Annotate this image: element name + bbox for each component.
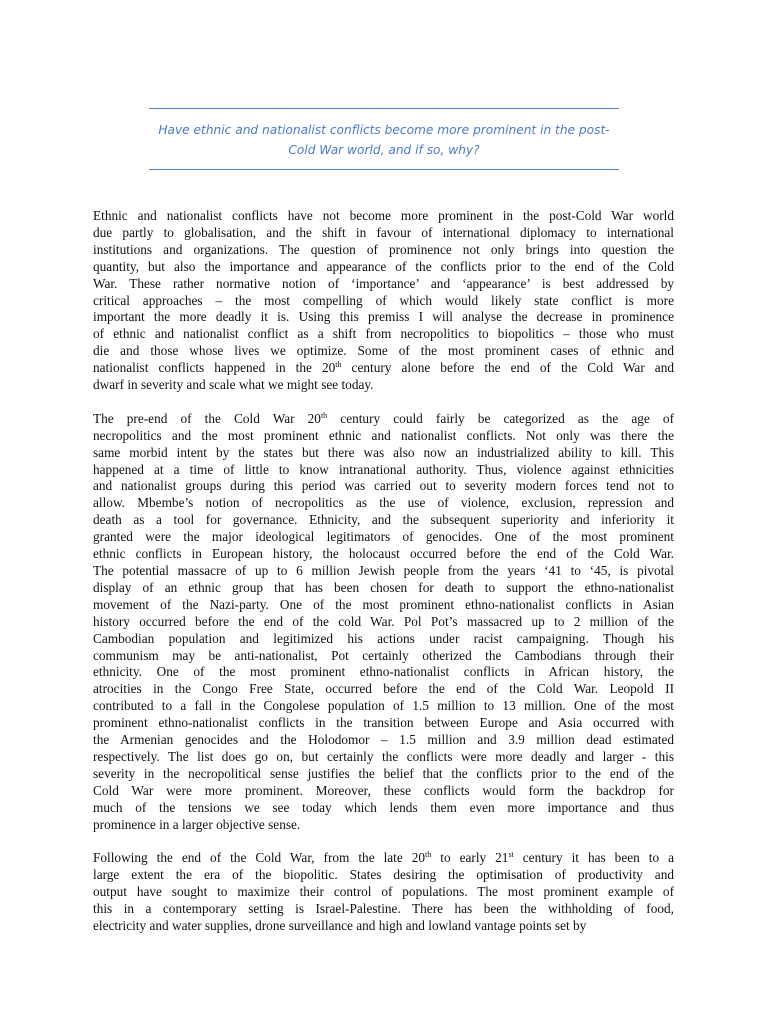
text-run: century could fairly be categorized as the age of bbox=[327, 410, 674, 426]
text-line bbox=[93, 529, 674, 546]
text-line bbox=[93, 242, 674, 259]
text-run: die and those whose lives we optimize. Some of the most prominent cases of ethnic and bbox=[93, 343, 674, 359]
superscript: th bbox=[335, 360, 342, 370]
text-line bbox=[93, 343, 674, 360]
paragraph bbox=[93, 208, 674, 394]
text-line bbox=[93, 411, 674, 428]
text-run: death as a tool for governance. Ethnicity, and the subsequent superiority and inferiority it bbox=[93, 512, 674, 528]
text-run: allow. Mbembe’s notion of necropolitics as the use of violence, exclusion, repression and bbox=[93, 495, 674, 511]
superscript: st bbox=[508, 850, 514, 860]
essay-body bbox=[93, 208, 674, 952]
text-line bbox=[93, 546, 674, 563]
text-run: much of the tensions we see today which lends them even more importance and thus bbox=[93, 799, 674, 815]
text-line bbox=[93, 309, 674, 326]
text-run: The potential massacre of up to 6 million Jewish people from the years ‘41 to ‘45, is pivotal bbox=[93, 563, 674, 579]
text-line bbox=[93, 462, 674, 479]
text-run: prominence in a larger objective sense. bbox=[93, 816, 301, 832]
text-line bbox=[93, 732, 674, 749]
text-run: prominent ethno-nationalist conflicts in the transition between Europe and Asia occurred with bbox=[93, 715, 674, 731]
text-run: critical approaches – the most compelling of which would likely state conflict is more bbox=[93, 292, 674, 308]
text-run: and nationalist groups during this period was carried out to severity modern forces tend not to bbox=[93, 478, 674, 494]
text-line bbox=[93, 360, 674, 377]
essay-title bbox=[140, 121, 628, 160]
text-run: same morbid intent by the states but there was also now an industrialized ability to kill. This bbox=[93, 444, 674, 460]
text-line bbox=[93, 276, 674, 293]
text-line bbox=[93, 597, 674, 614]
text-line bbox=[93, 563, 674, 580]
text-run: century it has been to a bbox=[513, 850, 674, 866]
text-run: this in a contemporary setting is Israel-Palestine. There has been the withholding of food, bbox=[93, 901, 674, 917]
text-line bbox=[93, 698, 674, 715]
text-run: movement of the Nazi-party. One of the most prominent ethno-nationalist conflicts in Asian bbox=[93, 596, 674, 612]
text-line bbox=[93, 884, 674, 901]
text-run: due partly to globalisation, and the shift in favour of international diplomacy to international bbox=[93, 224, 674, 240]
text-line bbox=[93, 867, 674, 884]
text-line bbox=[93, 208, 674, 225]
title-top-rule bbox=[149, 108, 619, 109]
text-run: quantity, but also the importance and appearance of the conflicts prior to the end of the Cold bbox=[93, 258, 674, 274]
text-line bbox=[93, 664, 674, 681]
text-run: large extent the era of the biopolitic. States desiring the optimisation of productivity and bbox=[93, 867, 674, 883]
text-run: ethnic conflicts in European history, the holocaust occurred before the end of the Cold War. bbox=[93, 546, 674, 562]
text-run: atrocities in the Congo Free State, occurred before the end of the Cold War. Leopold II bbox=[93, 681, 674, 697]
text-line bbox=[93, 918, 674, 935]
text-line bbox=[93, 259, 674, 276]
text-run: Cold War were more prominent. Moreover, these conflicts would form the backdrop for bbox=[93, 782, 674, 798]
text-run: respectively. The list does go on, but certainly the conflicts were more deadly and larger - this bbox=[93, 748, 674, 764]
essay-title-line-1: Have ethnic and nationalist conflicts become more prominent in the post- bbox=[158, 123, 610, 137]
text-line bbox=[93, 428, 674, 445]
title-bottom-rule bbox=[149, 169, 619, 170]
text-run: electricity and water supplies, drone surveillance and high and lowland vantage points set by bbox=[93, 918, 587, 934]
text-run: display of an ethnic group that has been chosen for death to support the ethno-nationalist bbox=[93, 579, 674, 595]
text-line bbox=[93, 817, 674, 834]
text-run: The pre-end of the Cold War 20 bbox=[93, 410, 321, 426]
text-line bbox=[93, 377, 674, 394]
text-run: output have sought to maximize their control of populations. The most prominent example of bbox=[93, 884, 674, 900]
text-line bbox=[93, 749, 674, 766]
text-line bbox=[93, 326, 674, 343]
text-line bbox=[93, 495, 674, 512]
text-line bbox=[93, 681, 674, 698]
text-run: contributed to a fall in the Congolese population of 1.5 million to 13 million. One of the most bbox=[93, 698, 674, 714]
text-line bbox=[93, 766, 674, 783]
text-run: dwarf in severity and scale what we might see today. bbox=[93, 377, 374, 393]
text-line bbox=[93, 800, 674, 817]
text-run: institutions and organizations. The question of prominence not only brings into question the bbox=[93, 241, 674, 257]
text-line bbox=[93, 783, 674, 800]
text-run: Cambodian population and legitimized his actions under racist campaigning. Though his bbox=[93, 630, 674, 646]
text-run: history occurred before the end of the cold War. Pol Pot’s massacred up to 2 million of the bbox=[93, 613, 674, 629]
paragraph bbox=[93, 411, 674, 834]
paragraph bbox=[93, 850, 674, 935]
text-run: communism may be anti-nationalist, Pot certainly otherized the Cambodians through their bbox=[93, 647, 674, 663]
text-run: to early 21 bbox=[431, 850, 509, 866]
text-run: granted were the major ideological legitimators of genocides. One of the most prominent bbox=[93, 529, 674, 545]
text-line bbox=[93, 631, 674, 648]
text-line bbox=[93, 901, 674, 918]
text-run: the Armenian genocides and the Holodomor – 1.5 million and 3.9 million dead estimated bbox=[93, 732, 674, 748]
text-line bbox=[93, 614, 674, 631]
text-run: Following the end of the Cold War, from the late 20 bbox=[93, 850, 426, 866]
text-run: ethnicity. One of the most prominent ethno-nationalist conflicts in African history, the bbox=[93, 664, 674, 680]
text-run: century alone before the end of the Cold War and bbox=[341, 360, 675, 376]
text-run: necropolitics and the most prominent ethnic and nationalist conflicts. Not only was there the bbox=[93, 427, 674, 443]
text-run: nationalist conflicts happened in the 20 bbox=[93, 360, 336, 376]
text-run: important the more deadly it is. Using this premiss I will analyse the decrease in prominence bbox=[93, 309, 674, 325]
essay-title-line-2: Cold War world, and if so, why? bbox=[288, 142, 480, 157]
text-line bbox=[93, 648, 674, 665]
text-line bbox=[93, 225, 674, 242]
text-line bbox=[93, 293, 674, 310]
superscript: th bbox=[320, 410, 328, 420]
text-run: War. These rather normative notion of ‘importance’ and ‘appearance’ is best addressed by bbox=[93, 275, 674, 291]
text-line bbox=[93, 445, 674, 462]
text-run: severity in the necropolitical sense justifies the belief that the conflicts prior to the end of the bbox=[93, 765, 674, 781]
text-line bbox=[93, 478, 674, 495]
text-run: Ethnic and nationalist conflicts have not become more prominent in the post-Cold War world bbox=[93, 208, 674, 223]
text-line bbox=[93, 512, 674, 529]
text-run: happened at a time of little to know intranational authority. Thus, violence against ethnicities bbox=[93, 461, 674, 477]
text-line bbox=[93, 580, 674, 597]
text-run: of ethnic and nationalist conflict as a shift from necropolitics to biopolitics – those who must bbox=[93, 326, 674, 342]
text-line bbox=[93, 850, 674, 867]
text-line bbox=[93, 715, 674, 732]
superscript: th bbox=[425, 850, 432, 860]
